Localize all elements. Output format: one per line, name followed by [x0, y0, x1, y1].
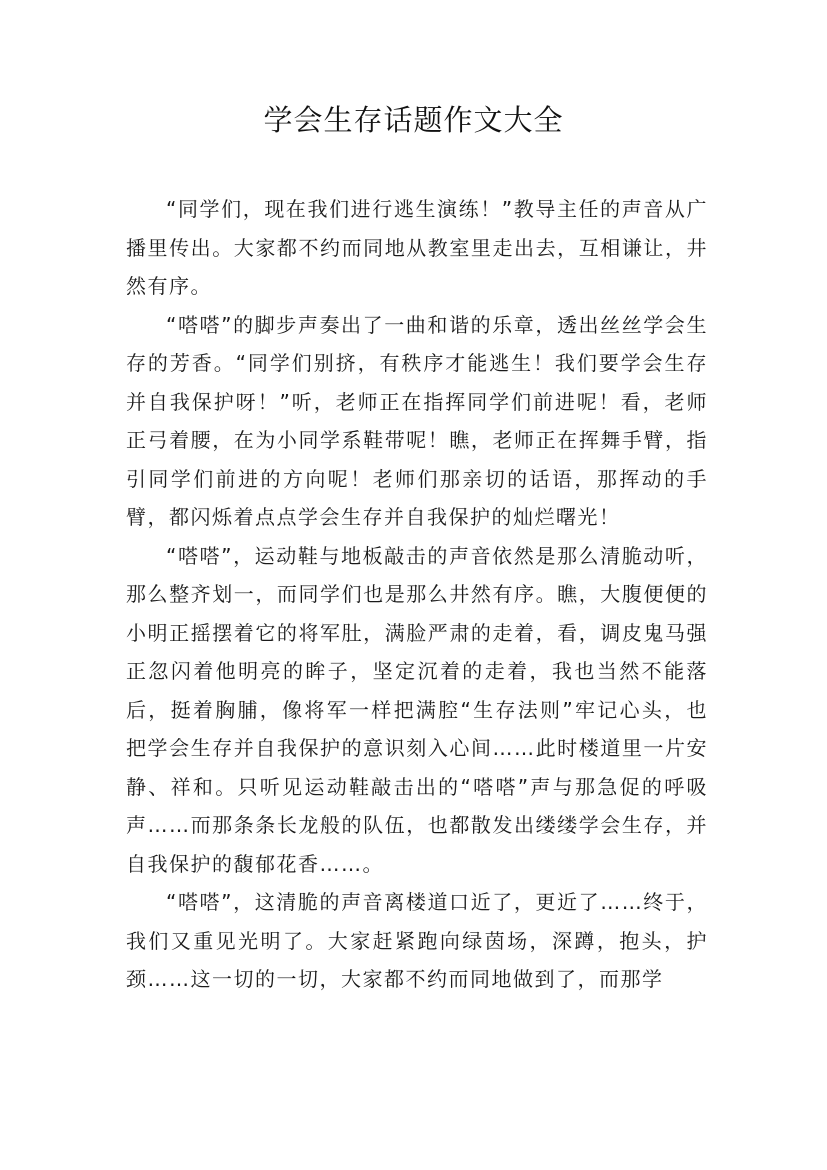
- paragraph-1: “同学们，现在我们进行逃生演练！”教导主任的声音从广播里传出。大家都不约而同地从教室里走出去，互相谦让，井然有序。: [126, 197, 708, 298]
- paragraph-4: “嗒嗒”，这清脆的声音离楼道口近了，更近了……终于，我们又重见光明了。大家赶紧跑向绿茵场，深蹲，抱头，护颈……这一切的一切，大家都不约而同地做到了，而那学: [126, 890, 708, 991]
- paragraph-3: “嗒嗒”，运动鞋与地板敲击的声音依然是那么清脆动听，那么整齐划一，而同学们也是那么井然有序。瞧，大腹便便的小明正摇摆着它的将军肚，满脸严肃的走着，看，调皮鬼马强正忽闪着他明亮的眸子，坚定沉着的走着，我也当然不能落后，挺着胸脯，像将军一样把满腔“生存法则”牢记心头，也把学会生存并自我保护的意识刻入心间……此时楼道里一片安静、祥和。只听见运动鞋敲击出的“嗒嗒”声与那急促的呼吸声……而那条条长龙般的队伍，也都散发出缕缕学会生存，并自我保护的馥郁花香……。: [126, 543, 708, 876]
- document-title: 学会生存话题作文大全: [263, 103, 564, 137]
- document-body: [126, 190, 708, 999]
- paragraph-2: “嗒嗒”的脚步声奏出了一曲和谐的乐章，透出丝丝学会生存的芳香。“同学们别挤，有秩序才能逃生！我们要学会生存并自我保护呀！”听，老师正在指挥同学们前进呢！看，老师正弓着腰，在为小同学系鞋带呢！瞧，老师正在挥舞手臂，指引同学们前进的方向呢！老师们那亲切的话语，那挥动的手臂，都闪烁着点点学会生存并自我保护的灿烂曙光！: [126, 312, 708, 529]
